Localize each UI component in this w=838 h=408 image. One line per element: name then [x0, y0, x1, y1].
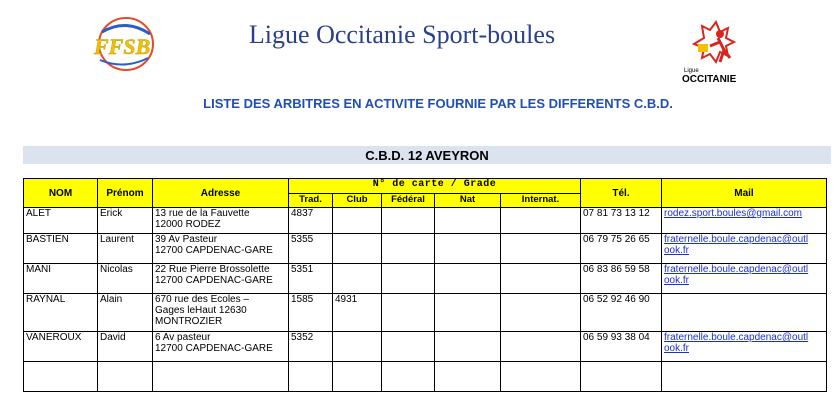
empty-cell: [98, 362, 153, 392]
cell-mail[interactable]: [662, 208, 827, 234]
ffsb-logo-text: FFSB: [94, 34, 151, 59]
cell-federal: [382, 264, 435, 294]
cell-nom: RAYNAL: [24, 294, 98, 332]
section-title: C.B.D. 12 AVEYRON: [23, 146, 831, 164]
cell-trad: 1585: [289, 294, 333, 332]
table-row: [24, 294, 827, 332]
occitanie-logo: [680, 20, 752, 86]
cell-trad: 5352: [289, 332, 333, 362]
email-link[interactable]: fraternelle.boule.capdenac@outl: [664, 234, 809, 245]
table-row: [24, 332, 827, 362]
cell-internat: [501, 264, 581, 294]
cell-nat: [435, 332, 501, 362]
cell-mail[interactable]: [662, 234, 827, 264]
cell-tel: 07 81 73 13 12: [581, 208, 662, 234]
table-row: [24, 264, 827, 294]
empty-cell: [382, 362, 435, 392]
header-prenom: Prénom: [98, 179, 153, 208]
cell-adresse: 22 Rue Pierre Brossolette 12700 CAPDENAC-GARE: [153, 264, 289, 294]
empty-cell: [435, 362, 501, 392]
cell-nom: VANEROUX: [24, 332, 98, 362]
empty-cell: [501, 362, 581, 392]
cell-nom: BASTIEN: [24, 234, 98, 264]
header-mail: Mail: [662, 179, 827, 208]
table-row-empty: [24, 362, 827, 392]
occitanie-logo-text: OCCITANIE: [682, 74, 737, 85]
cell-nom: MANI: [24, 264, 98, 294]
empty-cell: [153, 362, 289, 392]
page-title: Ligue Occitanie Sport-boules: [248, 20, 556, 49]
cell-internat: [501, 208, 581, 234]
cell-prenom: Erick: [98, 208, 153, 234]
cell-mail[interactable]: [662, 294, 827, 332]
header-tel: Tél.: [581, 179, 662, 208]
email-link[interactable]: fraternelle.boule.capdenac@outl: [664, 264, 809, 275]
cell-tel: 06 59 93 38 04: [581, 332, 662, 362]
email-link[interactable]: fraternelle.boule.capdenac@outl: [664, 332, 809, 343]
table-row: [24, 234, 827, 264]
email-link-continued[interactable]: ook.fr: [664, 343, 690, 354]
header-internat: Internat.: [501, 194, 581, 208]
cell-club: [333, 234, 382, 264]
cell-federal: [382, 208, 435, 234]
cell-federal: [382, 234, 435, 264]
email-link-continued[interactable]: ook.fr: [664, 245, 690, 256]
email-link-continued[interactable]: ook.fr: [664, 275, 690, 286]
header-nom: NOM: [24, 179, 98, 208]
cell-internat: [501, 234, 581, 264]
cell-club: [333, 264, 382, 294]
cell-prenom: David: [98, 332, 153, 362]
cell-tel: 06 83 86 59 58: [581, 264, 662, 294]
cell-mail[interactable]: [662, 264, 827, 294]
referees-table: [23, 178, 827, 392]
cell-adresse: 13 rue de la Fauvette 12000 RODEZ: [153, 208, 289, 234]
cell-nat: [435, 264, 501, 294]
cell-federal: [382, 294, 435, 332]
header-club: Club: [333, 194, 382, 208]
cell-tel: 06 79 75 26 65: [581, 234, 662, 264]
header-adresse: Adresse: [153, 179, 289, 208]
cell-nat: [435, 234, 501, 264]
cell-mail[interactable]: [662, 332, 827, 362]
cell-adresse: 6 Av pasteur 12700 CAPDENAC-GARE: [153, 332, 289, 362]
cell-club: [333, 208, 382, 234]
cell-internat: [501, 294, 581, 332]
cell-trad: 5351: [289, 264, 333, 294]
cell-nat: [435, 208, 501, 234]
cell-federal: [382, 332, 435, 362]
email-link[interactable]: rodez.sport.boules@gmail.com: [664, 208, 802, 219]
header-carte-grade: N° de carte / Grade: [289, 179, 581, 194]
cell-nom: ALET: [24, 208, 98, 234]
cell-internat: [501, 332, 581, 362]
cell-adresse: 39 Av Pasteur 12700 CAPDENAC-GARE: [153, 234, 289, 264]
cell-club: [333, 332, 382, 362]
occitanie-logo-small: Ligue: [684, 68, 699, 74]
empty-cell: [24, 362, 98, 392]
empty-cell: [289, 362, 333, 392]
document-subtitle: LISTE DES ARBITRES EN ACTIVITE FOURNIE PAR LES DIFFERENTS C.B.D.: [203, 96, 673, 111]
cell-trad: 4837: [289, 208, 333, 234]
empty-cell: [581, 362, 662, 392]
empty-cell: [662, 362, 827, 392]
cell-tel: 06 52 92 46 90: [581, 294, 662, 332]
header-nat: Nat: [435, 194, 501, 208]
table-row: [24, 208, 827, 234]
empty-cell: [333, 362, 382, 392]
cell-club: 4931: [333, 294, 382, 332]
cell-prenom: Laurent: [98, 234, 153, 264]
cell-nat: [435, 294, 501, 332]
cell-prenom: Nicolas: [98, 264, 153, 294]
cell-prenom: Alain: [98, 294, 153, 332]
cell-trad: 5355: [289, 234, 333, 264]
header-federal: Fédéral: [382, 194, 435, 208]
header-trad: Trad.: [289, 194, 333, 208]
cell-adresse: 670 rue des Ecoles – Gages leHaut 12630 MONTROZIER: [153, 294, 289, 332]
